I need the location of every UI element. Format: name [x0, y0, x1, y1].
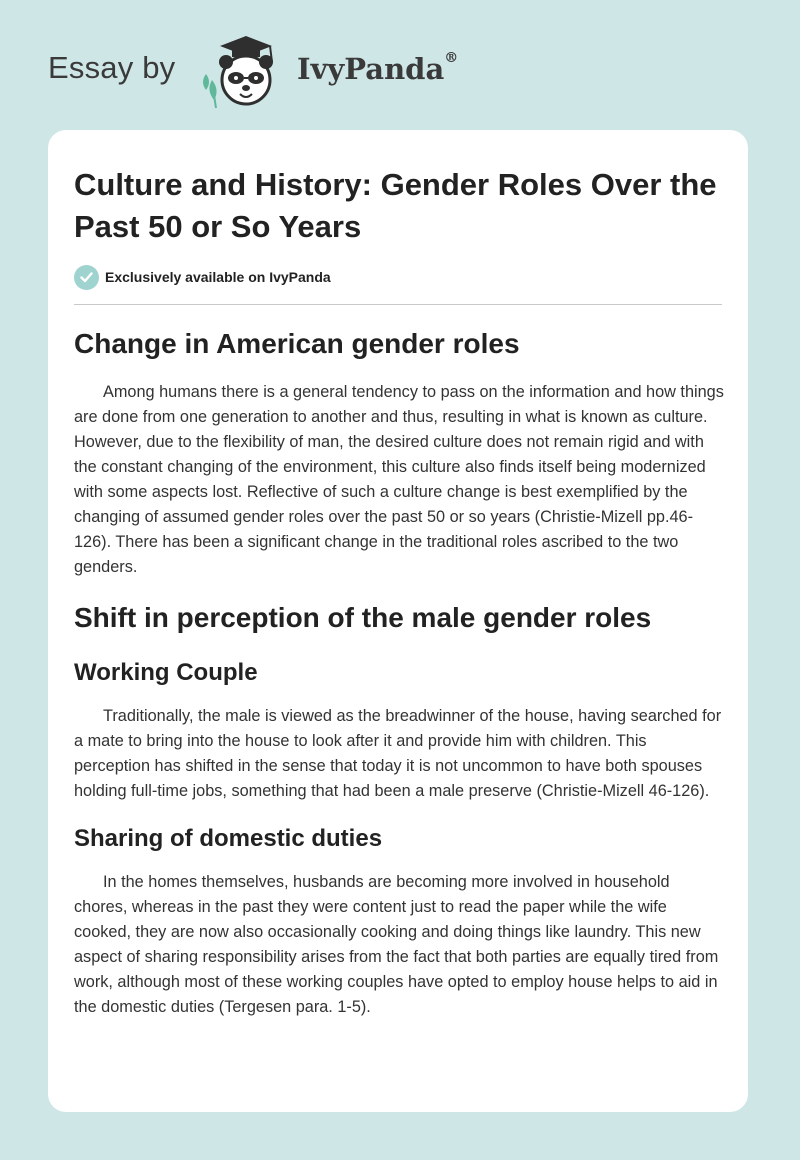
subsection-heading: Sharing of domestic duties: [74, 825, 383, 852]
site-header: [0, 0, 800, 130]
brand-name[interactable]: IvyPanda®: [297, 50, 459, 86]
exclusive-badge: [74, 264, 331, 290]
checkmark-icon: [74, 265, 99, 290]
page-title: Culture and History: Gender Roles Over the Past 50 or So Years: [74, 167, 717, 244]
subsection-paragraph: Traditionally, the male is viewed as the breadwinner of the house, having searched for a mate to bring into the house to look after it and provide him with children. This perception has shifted in the sense that today it is not uncommon to have both spouses holding full-time jobs, something that had been a male preserve (Christie-Mizell 46-126).: [74, 707, 722, 800]
section-heading: Change in American gender roles: [74, 328, 520, 359]
article-body: [74, 326, 724, 1020]
panda-logo-icon[interactable]: [198, 34, 294, 110]
article-card: [48, 130, 748, 1112]
essay-by-label: Essay by: [48, 50, 176, 85]
section-heading: Shift in perception of the male gender roles: [74, 602, 652, 633]
divider: [74, 304, 722, 305]
section-paragraph: Among humans there is a general tendency to pass on the information and how things are done from one generation to another and thus, resulting in what is known as culture. However, due to the flexibility of man, the desired culture does not remain rigid and with the constant changing of the environment, this culture also finds itself being modernized with some aspects lost. Reflective of such a culture change is best exemplified by the changing of assumed gender roles over the past 50 or so years (Christie-Mizell pp.46-126). There has been a significant change in the traditional roles ascribed to the two genders.: [74, 383, 724, 576]
subsection-paragraph: In the homes themselves, husbands are becoming more involved in household chores, whereas in the past they were content just to read the paper while the wife cooked, they are now also occasionally cooking and doing things like laundry. This new aspect of sharing responsibility arises from the fact that both parties are equally tired from work, although most of these working couples have opted to employ house helps to aid in the domestic duties (Tergesen para. 1-5).: [74, 873, 719, 1016]
subsection-heading: Working Couple: [74, 659, 258, 686]
badge-label: Exclusively available on IvyPanda: [105, 269, 331, 285]
